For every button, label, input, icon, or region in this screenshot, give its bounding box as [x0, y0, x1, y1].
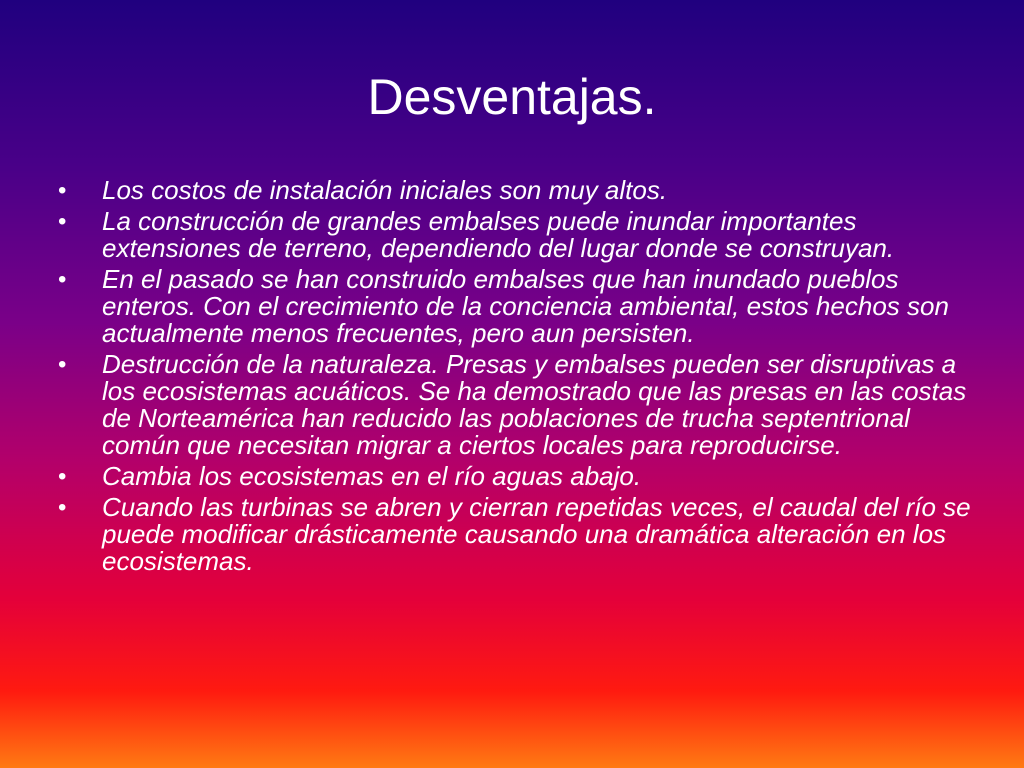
bullet-item	[58, 463, 978, 490]
bullet-text: Cuando las turbinas se abren y cierran repetidas veces, el caudal del río se puede modificar drásticamente causando una dramática alteración en los ecosistemas.	[102, 492, 971, 576]
bullet-item	[58, 351, 978, 459]
bullet-list	[58, 177, 978, 579]
bullet-icon: •	[58, 266, 67, 293]
bullet-text: Destrucción de la naturaleza. Presas y embalses pueden ser disruptivas a los ecosistemas acuáticos. Se ha demostrado que las presas en las costas de Norteamérica han reducido las poblaciones de trucha septentrional común que necesitan migrar a ciertos locales para reproducirse.	[102, 349, 967, 460]
bullet-item	[58, 494, 978, 575]
bullet-icon: •	[58, 177, 67, 204]
bullet-icon: •	[58, 208, 67, 235]
bullet-item	[58, 177, 978, 204]
bullet-text: La construcción de grandes embalses puede inundar importantes extensiones de terreno, dependiendo del lugar donde se construyan.	[102, 206, 895, 263]
bullet-icon: •	[58, 463, 67, 490]
bullet-text: Los costos de instalación iniciales son muy altos.	[102, 175, 668, 205]
slide-title: Desventajas.	[367, 69, 657, 125]
bullet-text: En el pasado se han construido embalses que han inundado pueblos enteros. Con el crecimiento de la conciencia ambiental, estos hechos son actualmente menos frecuentes, pero aun persisten.	[102, 264, 949, 348]
bullet-icon: •	[58, 494, 67, 521]
bullet-icon: •	[58, 351, 67, 378]
bullet-item	[58, 266, 978, 347]
bullet-item	[58, 208, 978, 262]
bullet-text: Cambia los ecosistemas en el río aguas abajo.	[102, 461, 642, 491]
